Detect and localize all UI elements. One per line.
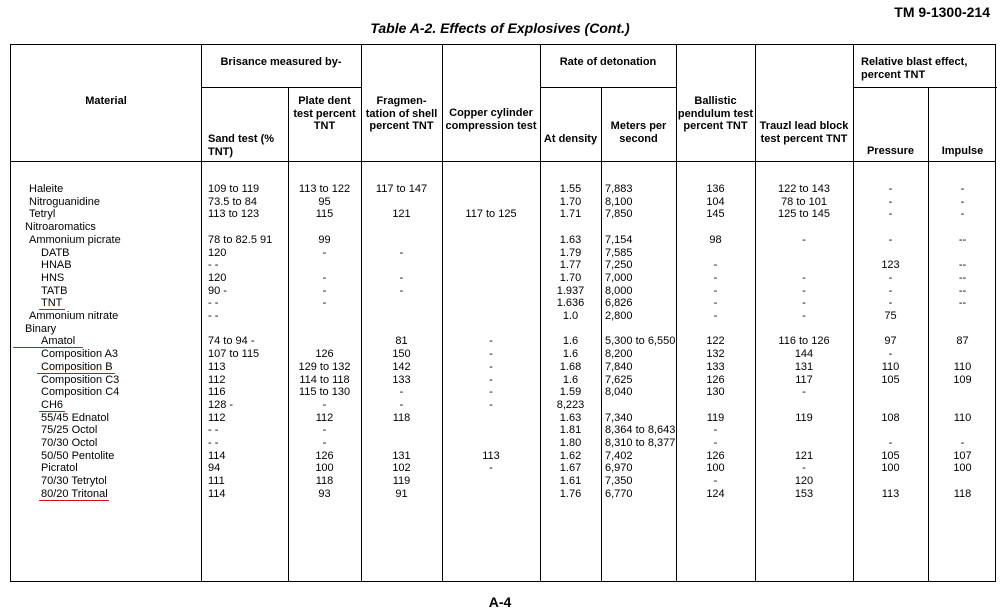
cell-impulse: - xyxy=(960,195,965,208)
cell-material: Composition C4 xyxy=(41,386,120,399)
cell-density: 1.70 xyxy=(559,271,582,284)
cell-mps: 7,402 xyxy=(605,449,633,462)
cell-trauzl: 144 xyxy=(794,348,814,361)
cell-sand: 128 - xyxy=(208,398,234,411)
cell-mps: 7,585 xyxy=(605,246,633,259)
cell-ballistic: - xyxy=(713,475,718,488)
header-ballistic: Ballistic pendulum test percent TNT xyxy=(677,95,754,132)
cell-material: Picratol xyxy=(41,462,78,475)
col-divider xyxy=(201,45,202,581)
header-copper-cylinder: Copper cylinder compression test xyxy=(445,107,537,132)
cell-ballistic: 133 xyxy=(706,360,725,373)
cell-material: Haleite xyxy=(29,183,64,195)
cell-copper: - xyxy=(489,360,493,373)
cell-density: 1.67 xyxy=(559,462,582,475)
cell-frag: 118 xyxy=(392,411,411,424)
cell-plate: - xyxy=(322,424,327,437)
cell-copper: - xyxy=(489,335,493,348)
cell-copper: - xyxy=(489,348,493,361)
cell-plate: - xyxy=(322,246,327,259)
cell-sand: 112 xyxy=(208,411,226,424)
header-pressure: Pressure xyxy=(866,145,915,157)
table-title: Table A-2. Effects of Explosives (Cont.) xyxy=(370,20,630,36)
cell-density: 1.937 xyxy=(556,284,585,297)
cell-frag: 117 to 147 xyxy=(375,183,428,195)
cell-pressure: 108 xyxy=(881,411,900,424)
cell-sand: - - xyxy=(208,310,219,322)
group-rule xyxy=(540,87,676,88)
cell-ballistic: 124 xyxy=(706,487,725,500)
cell-frag: 142 xyxy=(392,360,411,373)
cell-ballistic: 132 xyxy=(706,348,725,361)
cell-trauzl: - xyxy=(802,284,806,297)
cell-plate: - xyxy=(322,271,327,284)
cell-ballistic: 100 xyxy=(706,462,725,475)
cell-ballistic: 98 xyxy=(709,233,722,246)
cell-plate: - xyxy=(322,437,327,449)
cell-impulse: -- xyxy=(958,284,967,297)
cell-trauzl: 117 xyxy=(795,373,813,386)
cell-mps: 7,850 xyxy=(605,208,633,221)
cell-pressure: 105 xyxy=(881,449,900,462)
cell-sand: - - xyxy=(208,424,219,437)
cell-frag: - xyxy=(399,271,404,284)
cell-material: HNS xyxy=(41,271,65,284)
cell-frag: - xyxy=(399,284,404,297)
cell-plate: 114 to 118 xyxy=(299,373,350,386)
cell-density: 1.79 xyxy=(559,246,582,259)
cell-material: Composition C3 xyxy=(41,373,120,386)
cell-mps: 2,800 xyxy=(605,310,633,322)
cell-material: CH6 xyxy=(41,398,64,411)
header-rule xyxy=(11,161,995,162)
cell-density: 1.55 xyxy=(559,183,582,195)
cell-frag: - xyxy=(399,398,404,411)
cell-trauzl: 119 xyxy=(795,411,813,424)
cell-plate: 99 xyxy=(318,233,331,246)
cell-sand: 120 xyxy=(208,271,227,284)
header-blast: Relative blast effect, percent TNT xyxy=(861,56,968,81)
cell-impulse: -- xyxy=(958,271,967,284)
cell-sand: 74 to 94 - xyxy=(208,335,255,348)
cell-frag: 121 xyxy=(392,208,411,221)
cell-material: 55/45 Ednatol xyxy=(41,411,109,424)
cell-pressure: 110 xyxy=(881,360,900,373)
cell-ballistic: 122 xyxy=(706,335,725,348)
cell-ballistic: - xyxy=(713,297,718,310)
group-rule xyxy=(853,87,997,88)
red-underline-annotation xyxy=(37,373,115,374)
cell-density: 1.70 xyxy=(559,195,582,208)
cell-sand: 111 xyxy=(208,475,225,488)
cell-mps: 8,000 xyxy=(605,284,633,297)
cell-density: 1.80 xyxy=(559,437,582,449)
cell-pressure: - xyxy=(888,183,893,195)
cell-material: 70/30 Octol xyxy=(41,437,98,449)
cell-mps: 7,000 xyxy=(605,271,633,284)
cell-material: TATB xyxy=(41,284,68,297)
cell-impulse: 110 xyxy=(953,360,972,373)
cell-ballistic: - xyxy=(713,437,718,449)
cell-density: 1.71 xyxy=(559,208,582,221)
cell-density: 1.62 xyxy=(559,449,582,462)
cell-frag: - xyxy=(399,246,404,259)
cell-sand: 113 xyxy=(208,360,226,373)
cell-density: 1.6 xyxy=(562,335,579,348)
cell-sand: - - xyxy=(208,437,219,449)
cell-plate: 95 xyxy=(318,195,331,208)
cell-material: 80/20 Tritonal xyxy=(41,487,108,500)
cell-material: Ammonium picrate xyxy=(29,233,121,246)
cell-plate: 100 xyxy=(315,462,334,475)
cell-sand: 90 - xyxy=(208,284,227,297)
cell-density: 8,223 xyxy=(556,398,585,411)
cell-trauzl: 116 to 126 xyxy=(778,335,830,348)
cell-impulse: -- xyxy=(958,233,967,246)
cell-mps: 6,770 xyxy=(605,487,633,500)
cell-copper: 117 to 125 xyxy=(465,208,517,221)
cell-pressure: 105 xyxy=(881,373,900,386)
cell-density: 1.6 xyxy=(562,373,579,386)
cell-mps: 8,364 to 8,643 xyxy=(605,424,676,437)
cell-frag: 150 xyxy=(392,348,411,361)
cell-material: 70/30 Tetrytol xyxy=(41,475,107,488)
cell-impulse: -- xyxy=(958,259,967,272)
cell-copper: - xyxy=(489,462,493,475)
cell-sand: - - xyxy=(208,259,219,272)
cell-copper: 113 xyxy=(482,449,500,462)
cell-pressure: 113 xyxy=(881,487,900,500)
cell-mps: 7,883 xyxy=(605,183,633,195)
cell-pressure: - xyxy=(888,348,893,361)
cell-sand: 78 to 82.5 91 xyxy=(208,233,273,246)
cell-sand: 109 to 119 xyxy=(208,183,260,195)
cell-frag: 81 xyxy=(395,335,408,348)
cell-pressure: - xyxy=(888,437,893,449)
cell-ballistic: 126 xyxy=(706,373,725,386)
cell-ballistic: - xyxy=(713,271,718,284)
cell-plate: 118 xyxy=(315,475,334,488)
cell-plate: 126 xyxy=(315,449,334,462)
cell-sand: 114 xyxy=(208,449,226,462)
cell-plate: 115 xyxy=(315,208,334,221)
cell-ballistic: - xyxy=(713,259,718,272)
cell-pressure: - xyxy=(888,195,893,208)
cell-pressure: 123 xyxy=(881,259,900,272)
cell-ballistic: 104 xyxy=(706,195,725,208)
cell-trauzl: - xyxy=(802,271,806,284)
cell-ballistic: 145 xyxy=(706,208,725,221)
cell-material: DATB xyxy=(41,246,70,259)
cell-ballistic: 126 xyxy=(706,449,725,462)
cell-pressure: 97 xyxy=(884,335,897,348)
cell-copper: - xyxy=(489,373,493,386)
cell-mps: 7,154 xyxy=(605,233,633,246)
cell-plate: 129 to 132 xyxy=(298,360,351,373)
red-underline-annotation xyxy=(39,411,65,412)
cell-material: TNT xyxy=(41,297,63,310)
cell-material: HNAB xyxy=(41,259,72,272)
cell-material: Binary xyxy=(25,322,57,335)
cell-trauzl: 78 to 101 xyxy=(781,195,827,208)
cell-ballistic: - xyxy=(713,424,718,437)
cell-density: 1.68 xyxy=(559,360,582,373)
cell-impulse: 118 xyxy=(953,487,972,500)
cell-sand: 94 xyxy=(208,462,221,475)
cell-sand: 116 xyxy=(208,386,226,399)
cell-material: Ammonium nitrate xyxy=(29,310,119,322)
header-trauzl: Trauzl lead block test percent TNT xyxy=(759,120,849,145)
cell-trauzl: - xyxy=(802,386,806,399)
cell-copper: - xyxy=(489,386,493,399)
cell-frag: 91 xyxy=(395,487,408,500)
header-plate-dent: Plate dent test percent TNT xyxy=(293,95,356,132)
cell-frag: 131 xyxy=(392,449,411,462)
cell-mps: 6,826 xyxy=(605,297,633,310)
red-underline-annotation xyxy=(39,500,109,501)
cell-density: 1.636 xyxy=(556,297,585,310)
cell-impulse: - xyxy=(960,208,965,221)
cell-impulse: 87 xyxy=(956,335,969,348)
cell-ballistic: - xyxy=(713,284,718,297)
cell-density: 1.61 xyxy=(559,475,582,488)
cell-density: 1.6 xyxy=(562,348,579,361)
cell-copper: - xyxy=(489,398,493,411)
cell-impulse: - xyxy=(960,183,965,195)
cell-mps: 8,310 to 8,377 xyxy=(605,437,676,449)
cell-trauzl: 153 xyxy=(794,487,814,500)
cell-mps: 8,200 xyxy=(605,348,633,361)
cell-plate: - xyxy=(322,398,327,411)
cell-plate: - xyxy=(322,297,327,310)
cell-impulse: - xyxy=(960,437,965,449)
cell-trauzl: - xyxy=(802,462,806,475)
cell-frag: 133 xyxy=(392,373,411,386)
cell-impulse: 109 xyxy=(953,373,972,386)
cell-mps: 8,040 xyxy=(605,386,633,399)
cell-frag: 102 xyxy=(392,462,411,475)
cell-ballistic: 130 xyxy=(706,386,725,399)
cell-plate: 93 xyxy=(318,487,331,500)
cell-impulse: -- xyxy=(958,297,967,310)
cell-material: 75/25 Octol xyxy=(41,424,98,437)
cell-sand: 107 to 115 xyxy=(208,348,260,361)
cell-density: 1.77 xyxy=(559,259,582,272)
cell-density: 1.0 xyxy=(562,310,579,322)
cell-density: 1.59 xyxy=(559,386,582,399)
cell-sand: 114 xyxy=(208,487,226,500)
cell-material: Tetryl xyxy=(29,208,56,221)
cell-impulse: 107 xyxy=(953,449,972,462)
cell-mps: 7,250 xyxy=(605,259,633,272)
cell-trauzl: 131 xyxy=(794,360,814,373)
cell-sand: 120 xyxy=(208,246,227,259)
document-id: TM 9-1300-214 xyxy=(894,4,990,20)
cell-material: Amatol xyxy=(41,335,76,348)
cell-plate: 115 to 130 xyxy=(298,386,351,399)
header-brisance: Brisance measured by- xyxy=(220,56,342,68)
cell-frag: - xyxy=(399,386,404,399)
cell-plate: - xyxy=(322,284,327,297)
header-impulse: Impulse xyxy=(941,145,984,157)
cell-plate: 112 xyxy=(315,411,334,424)
cell-ballistic: - xyxy=(713,310,718,322)
cell-mps: 5,300 to 6,550 xyxy=(605,335,676,348)
header-fragmentation: Fragmen- tation of shell percent TNT xyxy=(365,95,438,132)
cell-trauzl: 125 to 145 xyxy=(778,208,830,221)
cell-sand: 112 xyxy=(208,373,226,386)
header-sand-test: Sand test (% TNT) xyxy=(208,133,275,158)
cell-density: 1.63 xyxy=(559,411,582,424)
cell-mps: 7,350 xyxy=(605,475,633,488)
cell-pressure: 75 xyxy=(884,310,897,322)
cell-sand: - - xyxy=(208,297,219,310)
cell-impulse: 100 xyxy=(953,462,972,475)
cell-material: Nitroaromatics xyxy=(25,221,96,234)
cell-density: 1.63 xyxy=(559,233,582,246)
cell-ballistic: 119 xyxy=(706,411,725,424)
cell-impulse: 110 xyxy=(953,411,972,424)
cell-pressure: - xyxy=(888,271,893,284)
cell-trauzl: - xyxy=(802,233,806,246)
cell-sand: 73.5 to 84 xyxy=(208,195,257,208)
cell-plate: 113 to 122 xyxy=(298,183,351,195)
cell-material: 50/50 Pentolite xyxy=(41,449,115,462)
cell-material: Nitroguanidine xyxy=(29,195,100,208)
cell-plate: 126 xyxy=(315,348,334,361)
cell-pressure: - xyxy=(888,297,893,310)
cell-material: Composition B xyxy=(41,360,113,373)
cell-trauzl: 120 xyxy=(794,475,814,488)
header-material: Material xyxy=(85,95,127,107)
header-rate: Rate of detonation xyxy=(559,56,657,68)
header-meters-per-second: Meters per second xyxy=(610,120,667,145)
cell-ballistic: 136 xyxy=(706,183,725,195)
cell-pressure: - xyxy=(888,284,893,297)
cell-material: Composition A3 xyxy=(41,348,119,361)
effects-table xyxy=(10,44,996,582)
cell-trauzl: 122 to 143 xyxy=(778,183,830,195)
cell-trauzl: - xyxy=(802,310,806,322)
cell-pressure: - xyxy=(888,233,893,246)
cell-mps: 7,840 xyxy=(605,360,633,373)
cell-frag: 119 xyxy=(392,475,411,488)
cell-sand: 113 to 123 xyxy=(208,208,260,221)
page-number: A-4 xyxy=(488,594,512,610)
cell-density: 1.81 xyxy=(559,424,582,437)
cell-pressure: 100 xyxy=(881,462,900,475)
cell-mps: 7,340 xyxy=(605,411,633,424)
header-at-density: At density xyxy=(543,133,598,145)
cell-pressure: - xyxy=(888,208,893,221)
cell-mps: 8,100 xyxy=(605,195,633,208)
cell-mps: 6,970 xyxy=(605,462,633,475)
group-rule xyxy=(201,87,361,88)
cell-mps: 7,625 xyxy=(605,373,633,386)
cell-trauzl: - xyxy=(802,297,806,310)
cell-trauzl: 121 xyxy=(794,449,814,462)
cell-density: 1.76 xyxy=(559,487,582,500)
